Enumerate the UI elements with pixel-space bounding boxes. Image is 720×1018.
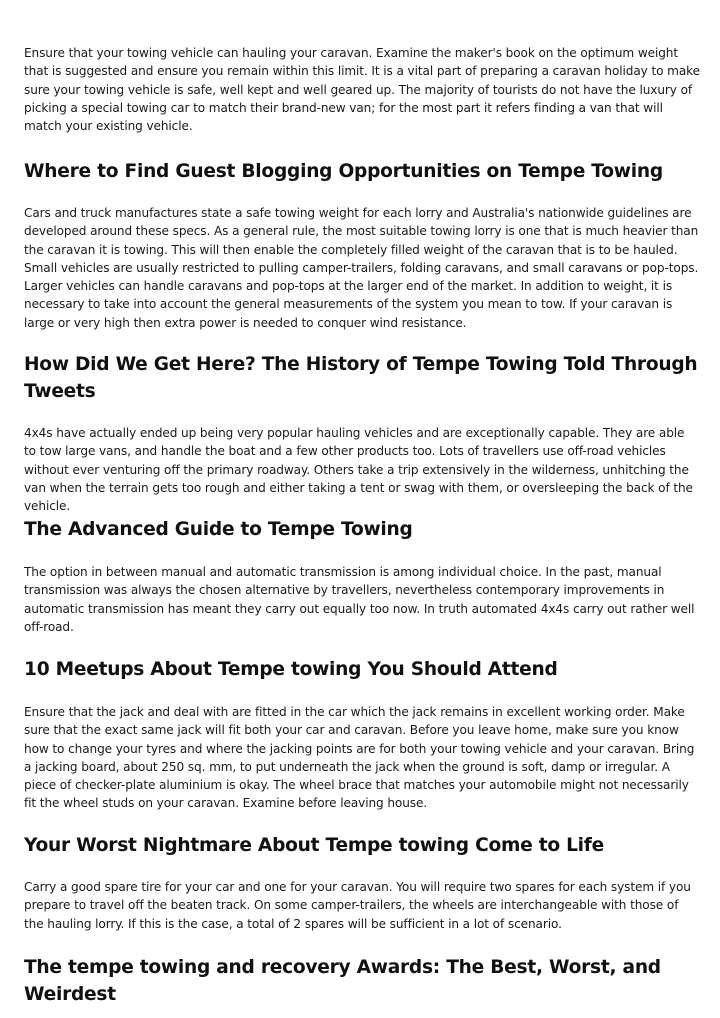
intro-paragraph: Ensure that your towing vehicle can hauling your caravan. Examine the maker's book on the optimum weight that is suggested and ensure you remain within this limit. It is a vital part of preparing a caravan holiday to make sure your towing vehicle is safe, well kept and well geared up. The majority of tourists do not have the luxury of picking a special towing car to match their brand-new van; for the most part it refers finding a van that will match your existing vehicle. (24, 46, 700, 134)
section-heading-guest-blogging: Where to Find Guest Blogging Opportunities on Tempe Towing (24, 161, 663, 182)
section-paragraph-history: 4x4s have actually ended up being very popular hauling vehicles and are exceptionally capable. They are able to tow large vans, and handle the boat and a few other products too. Lots of travellers use off-road vehicles without ever venturing off the primary roadway. Others take a trip extensively in the wilderness, unhitching the van when the terrain gets too rough and either taking a tent or swag with them, or oversleeping the back of the vehicle. (24, 426, 693, 514)
section-heading-worst-nightmare: Your Worst Nightmare About Tempe towing Come to Life (24, 835, 605, 856)
section-paragraph-guest-blogging: Cars and truck manufactures state a safe towing weight for each lorry and Australia's nationwide guidelines are developed around these specs. As a general rule, the most suitable towing lorry is one that is much heavier than the caravan it is towing. This will then enable the completely filled weight of the caravan that is to be hauled. Small vehicles are usually restricted to pulling camper-trailers, folding caravans, and small caravans or pop-tops. Larger vehicles can handle caravans and pop-tops at the larger end of the market. In addition to weight, it is necessary to take into account the general measurements of the system you mean to tow. If your caravan is large or very high then extra power is needed to conquer wind resistance. (24, 206, 699, 330)
section-paragraph-advanced-guide: The option in between manual and automatic transmission is among individual choice. In the past, manual transmission was always the chosen alternative by travellers, nevertheless contemporary improvements in automatic transmission has meant they carry out equally too now. In truth automated 4x4s carry out rather well off-road. (24, 565, 695, 634)
section-heading-advanced-guide: The Advanced Guide to Tempe Towing (24, 519, 413, 540)
section-heading-meetups: 10 Meetups About Tempe towing You Should Attend (24, 659, 558, 680)
section-heading-history: How Did We Get Here? The History of Tempe Towing Told Through Tweets (24, 354, 698, 402)
section-heading-awards: The tempe towing and recovery Awards: The Best, Worst, and Weirdest (24, 957, 661, 1005)
section-paragraph-meetups: Ensure that the jack and deal with are fitted in the car which the jack remains in excellent working order. Make sure that the exact same jack will fit both your car and caravan. Before you leave home, make sure you know how to change your tyres and where the jacking points are for both your towing vehicle and your caravan. Bring a jacking board, about 250 sq. mm, to put underneath the jack when the ground is soft, damp or irregular. A piece of checker-plate aluminium is okay. The wheel brace that matches your automobile might not necessarily fit the wheel studs on your caravan. Examine before leaving house. (24, 705, 695, 811)
section-paragraph-worst-nightmare: Carry a good spare tire for your car and one for your caravan. You will require two spares for each system if you prepare to travel off the beaten track. On some camper-trailers, the wheels are interchangeable with those of the hauling lorry. If this is the case, a total of 2 spares will be sufficient in a lot of scenario. (24, 880, 691, 931)
